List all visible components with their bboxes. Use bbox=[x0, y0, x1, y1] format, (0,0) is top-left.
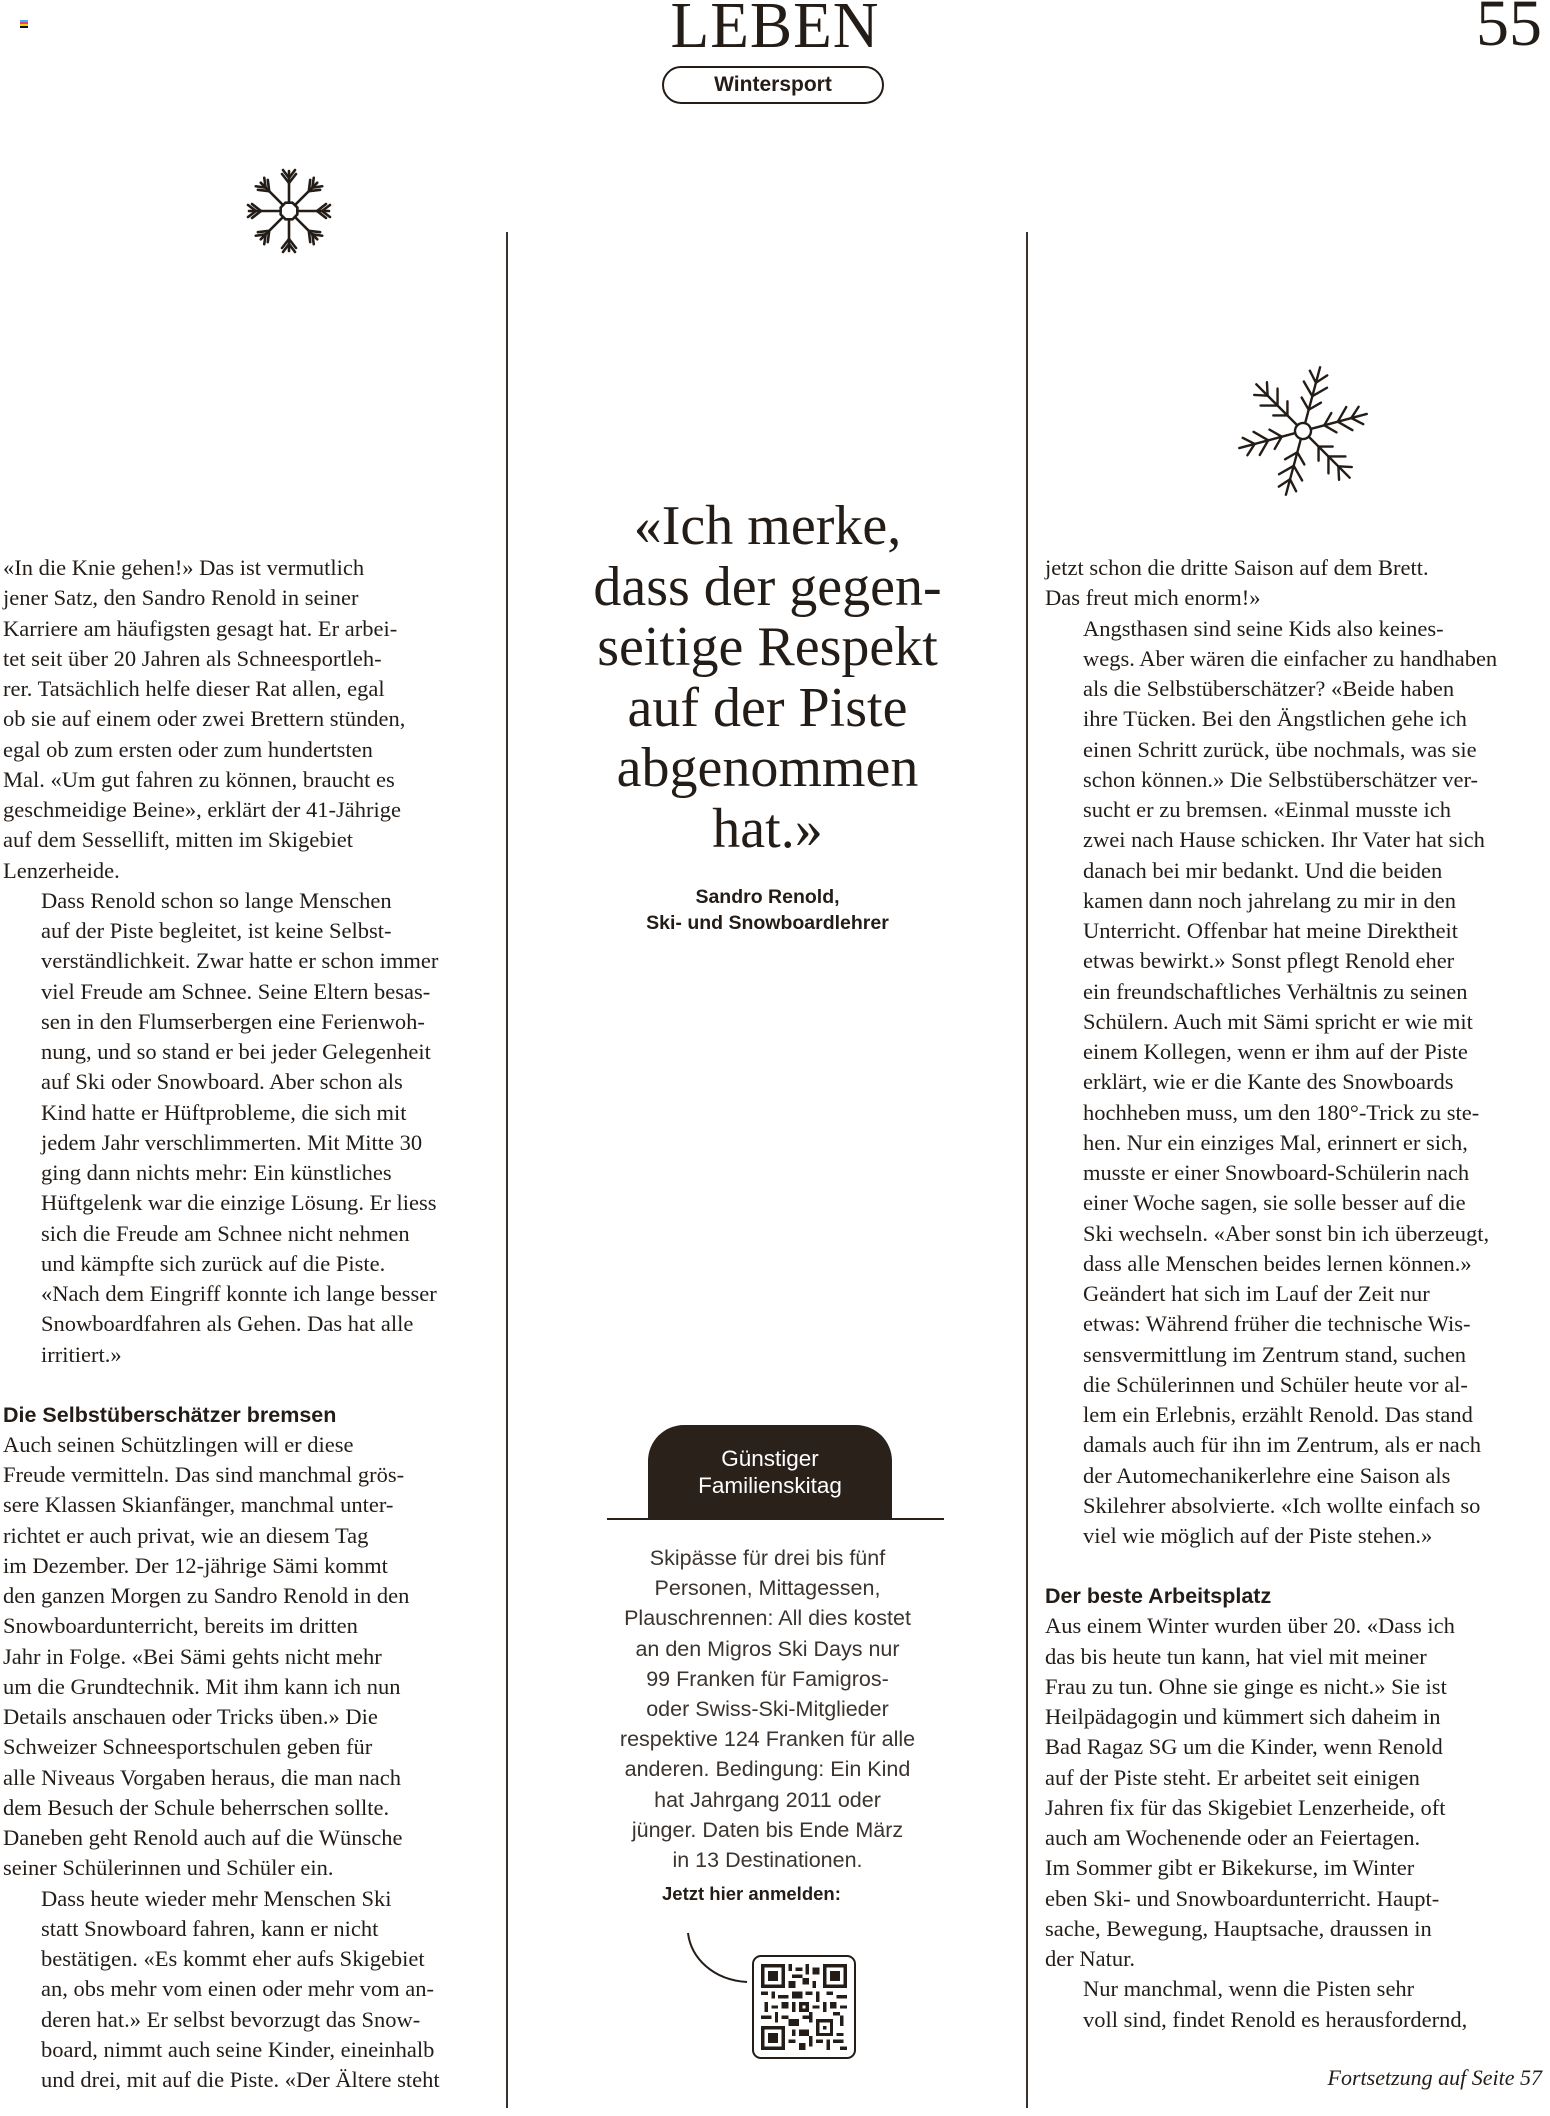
text-line: Details anschauen oder Tricks üben.» Die bbox=[3, 1704, 378, 1729]
text-line: Lenzerheide. bbox=[3, 857, 120, 883]
text-line: auf Ski oder Snowboard. Aber schon als bbox=[41, 1069, 403, 1095]
text-line: Unterricht. Offenbar hat meine Direktheit bbox=[1083, 918, 1459, 943]
text-line: musste er einer Snowboard-Schülerin nach bbox=[1083, 1160, 1470, 1185]
text-line: oder Swiss-Ski-Mitglieder bbox=[646, 1697, 889, 1722]
text-line: Daneben geht Renold auch auf die Wünsche bbox=[3, 1825, 403, 1850]
paragraph bbox=[1045, 1279, 1545, 1551]
text-line: auf dem Sessellift, mitten im Skigebiet bbox=[3, 827, 353, 853]
text-line: anderen. Bedingung: Ein Kind bbox=[624, 1757, 911, 1782]
print-registration-mark bbox=[20, 20, 28, 28]
text-line: in 13 Destinationen. bbox=[672, 1848, 863, 1873]
text-line: ein freundschaftliches Verhältnis zu seinen bbox=[1083, 978, 1468, 1004]
text-line: hen. Nur ein einziges Mal, erinnert er sich, bbox=[1083, 1129, 1468, 1155]
text-line: Snowboardfahren als Gehen. Das hat alle bbox=[41, 1311, 414, 1337]
page-number: 55 bbox=[1476, 0, 1542, 60]
text-line: «In die Knie gehen!» Das ist vermutlich bbox=[3, 555, 365, 580]
text-line: «Nach dem Eingriff konnte ich lange besser bbox=[41, 1281, 437, 1306]
text-line: einer Woche sagen, sie solle besser auf die bbox=[1083, 1190, 1466, 1216]
text-line: viel wie möglich auf der Piste stehen.» bbox=[1083, 1523, 1433, 1548]
text-line: auf der Piste bbox=[627, 676, 908, 739]
text-line: lem ein Erlebnis, erzählt Renold. Das stand bbox=[1083, 1402, 1473, 1427]
text-line: hat Jahrgang 2011 oder bbox=[654, 1787, 881, 1812]
text-line: Mal. «Um gut fahren zu können, braucht es bbox=[3, 766, 395, 792]
text-line: einen Schritt zurück, übe nochmals, was sie bbox=[1083, 736, 1477, 762]
column-divider-right bbox=[1026, 232, 1028, 2108]
text-line: jünger. Daten bis Ende März bbox=[631, 1817, 904, 1842]
paragraph bbox=[3, 1430, 493, 1884]
text-line: zwei nach Hause schicken. Ihr Vater hat sich bbox=[1083, 827, 1485, 853]
text-line: Im Sommer gibt er Bikekurse, im Winter bbox=[1045, 1855, 1415, 1881]
paragraph bbox=[3, 886, 493, 1370]
text-line: Hüftgelenk war die einzige Lösung. Er liess bbox=[41, 1190, 437, 1216]
text-line: jetzt schon die dritte Saison auf dem Brett. bbox=[1045, 555, 1429, 580]
text-line: Plauschrennen: All dies kostet bbox=[624, 1606, 911, 1631]
text-line: kamen dann noch jahrelang zu mir in den bbox=[1083, 887, 1456, 913]
text-line: Bad Ragaz SG um die Kinder, wenn Renold bbox=[1045, 1734, 1443, 1760]
text-line: rer. Tatsächlich helfe dieser Rat allen, egal bbox=[3, 676, 385, 701]
text-line: ihre Tücken. Bei den Ängstlichen gehe ich bbox=[1083, 706, 1467, 732]
attribution-role: Ski- und Snowboardlehrer bbox=[646, 912, 889, 934]
text-line: an den Migros Ski Days nur bbox=[635, 1636, 900, 1661]
text-line: dem Besuch der Schule beherrschen sollte. bbox=[3, 1794, 390, 1820]
text-line: deren hat.» Er selbst bevorzugt das Snow- bbox=[41, 2006, 421, 2032]
text-line: etwas: Während früher die technische Wis- bbox=[1083, 1311, 1471, 1337]
text-line: Aus einem Winter wurden über 20. «Dass ich bbox=[1045, 1613, 1455, 1639]
text-line: tet seit über 20 Jahren als Schneesportleh- bbox=[3, 645, 382, 671]
text-line: Freude vermitteln. Das sind manchmal grös- bbox=[3, 1462, 405, 1487]
text-line: seitige Respekt bbox=[597, 616, 938, 678]
text-line: Schülern. Auch mit Sämi spricht er wie mit bbox=[1083, 1008, 1473, 1034]
text-line: seiner Schülerinnen und Schüler ein. bbox=[3, 1855, 334, 1881]
continuation-note: Fortsetzung auf Seite 57 bbox=[1327, 2065, 1542, 2090]
text-line: Nur manchmal, wenn die Pisten sehr bbox=[1083, 1976, 1415, 2002]
paragraph bbox=[3, 553, 493, 886]
text-line: Heilpädagogin und kümmert sich daheim in bbox=[1045, 1704, 1441, 1729]
text-line: der Automechanikerlehre eine Saison als bbox=[1083, 1462, 1451, 1488]
paragraph bbox=[3, 1884, 493, 2096]
text-line: richtet er auch privat, wie an diesem Tag bbox=[3, 1522, 369, 1548]
text-line: sere Klassen Skianfänger, manchmal unter- bbox=[3, 1492, 394, 1518]
text-line: Skilehrer absolvierte. «Ich wollte einfach so bbox=[1083, 1492, 1481, 1518]
text-line: auf der Piste begleitet, ist keine Selbst- bbox=[41, 918, 392, 943]
text-line: danach bei mir bedankt. Und die beiden bbox=[1083, 857, 1443, 883]
text-line: Jahren fix für das Skigebiet Lenzerheide, oft bbox=[1045, 1794, 1446, 1820]
paragraph bbox=[1045, 553, 1545, 614]
snowflake-icon bbox=[1230, 358, 1376, 504]
text-line: Frau zu tun. Ohne sie ginge es nicht.» Sie ist bbox=[1045, 1673, 1447, 1699]
text-line: Skipässe für drei bis fünf bbox=[649, 1546, 886, 1570]
text-line: alle Niveaus Vorgaben heraus, die man nach bbox=[3, 1764, 402, 1790]
article-column-right bbox=[1045, 553, 1545, 2035]
text-line: sache, Bewegung, Hauptsache, draussen in bbox=[1045, 1915, 1432, 1941]
text-line: an, obs mehr vom einen oder mehr vom an- bbox=[41, 1976, 435, 2002]
text-line: auch am Wochenende oder an Feiertagen. bbox=[1045, 1825, 1421, 1850]
subheading: Der beste Arbeitsplatz bbox=[1045, 1584, 1272, 1609]
text-line: das bis heute tun kann, hat viel mit meiner bbox=[1045, 1643, 1427, 1669]
info-box-title bbox=[648, 1425, 892, 1519]
text-line: Ski wechseln. «Aber sonst bin ich überzeugt, bbox=[1083, 1220, 1490, 1246]
text-line: im Dezember. Der 12-jährige Sämi kommt bbox=[3, 1552, 388, 1578]
text-line: der Natur. bbox=[1045, 1946, 1135, 1971]
text-line: irritiert.» bbox=[41, 1341, 122, 1367]
text-line: Jahr in Folge. «Bei Sämi gehts nicht mehr bbox=[3, 1643, 382, 1669]
text-line: statt Snowboard fahren, kann er nicht bbox=[41, 1915, 379, 1941]
qr-code-icon[interactable] bbox=[752, 1955, 856, 2059]
text-line: hochheben muss, um den 180°-Trick zu ste- bbox=[1083, 1099, 1480, 1125]
text-line: sucht er zu bremsen. «Einmal musste ich bbox=[1083, 797, 1452, 822]
attribution-name: Sandro Renold, bbox=[695, 886, 840, 908]
text-line: voll sind, findet Renold es herausfordernd, bbox=[1083, 2006, 1468, 2032]
text-line: Dass heute wieder mehr Menschen Ski bbox=[41, 1885, 392, 1911]
text-line: respektive 124 Franken für alle bbox=[619, 1727, 916, 1752]
text-line: die Schülerinnen und Schüler heute vor al- bbox=[1083, 1371, 1468, 1397]
text-line: Auch seinen Schützlingen will er diese bbox=[3, 1431, 354, 1457]
text-line: Karriere am häufigsten gesagt hat. Er arbei- bbox=[3, 615, 398, 641]
text-line: viel Freude am Schnee. Seine Eltern besas- bbox=[41, 978, 431, 1004]
text-line: Das freut mich enorm!» bbox=[1045, 585, 1261, 611]
paragraph bbox=[1045, 614, 1545, 1280]
text-line: den ganzen Morgen zu Sandro Renold in den bbox=[3, 1583, 410, 1608]
text-line: und drei, mit auf die Piste. «Der Ältere steht bbox=[41, 2067, 440, 2092]
pointer-curve-icon bbox=[685, 1930, 755, 1990]
text-line: dass alle Menschen beides lernen können.» bbox=[1083, 1250, 1472, 1276]
text-line: eben Ski- und Snowboardunterricht. Haupt- bbox=[1045, 1885, 1440, 1911]
text-line: sen in den Flumserbergen eine Ferienwoh- bbox=[41, 1008, 425, 1034]
text-line: Kind hatte er Hüftprobleme, die sich mit bbox=[41, 1099, 407, 1125]
text-line: schon können.» Die Selbstüberschätzer ver- bbox=[1083, 766, 1479, 792]
text-line: geschmeidige Beine», erklärt der 41-Jährige bbox=[3, 797, 401, 822]
text-line: verständlichkeit. Zwar hatte er schon immer bbox=[41, 948, 439, 974]
article-column-left bbox=[3, 553, 493, 2095]
section-title: LEBEN bbox=[670, 0, 880, 62]
text-line: dass der gegen- bbox=[593, 555, 942, 618]
text-line: wegs. Aber wären die einfacher zu handhaben bbox=[1083, 645, 1498, 671]
subheading: Die Selbstüberschätzer bremsen bbox=[3, 1402, 337, 1427]
info-box-body bbox=[590, 1543, 945, 1875]
paragraph bbox=[1045, 1974, 1545, 2035]
section-tag: Wintersport bbox=[662, 66, 884, 104]
signup-cta-label: Jetzt hier anmelden: bbox=[662, 1883, 841, 1904]
text-line: jedem Jahr verschlimmerten. Mit Mitte 30 bbox=[41, 1129, 423, 1155]
text-line: und kämpfte sich zurück auf die Piste. bbox=[41, 1250, 386, 1276]
text-line: ging dann nichts mehr: Ein künstliches bbox=[41, 1160, 392, 1185]
pull-quote-attribution bbox=[560, 884, 975, 936]
text-line: Geändert hat sich im Lauf der Zeit nur bbox=[1083, 1281, 1430, 1306]
text-line: ob sie auf einem oder zwei Brettern stünden, bbox=[3, 706, 406, 732]
text-line: um die Grundtechnik. Mit ihm kann ich nun bbox=[3, 1673, 401, 1699]
text-line: erklärt, wie er die Kante des Snowboards bbox=[1083, 1069, 1454, 1095]
text-line: etwas bewirkt.» Sonst pflegt Renold eher bbox=[1083, 948, 1455, 974]
info-box-title-line: Günstiger bbox=[721, 1446, 819, 1471]
text-line: damals auch für ihn im Zentrum, als er nach bbox=[1083, 1432, 1481, 1458]
info-box-rule bbox=[607, 1518, 944, 1520]
text-line: einem Kollegen, wenn er ihm auf der Piste bbox=[1083, 1039, 1468, 1064]
paragraph bbox=[1045, 1611, 1545, 1974]
text-line: sensvermittlung im Zentrum stand, suchen bbox=[1083, 1341, 1467, 1367]
text-line: als die Selbstüberschätzer? «Beide haben bbox=[1083, 676, 1455, 701]
column-divider-left bbox=[506, 232, 508, 2108]
text-line: Snowboardunterricht, bereits im dritten bbox=[3, 1613, 358, 1639]
text-line: Schweizer Schneesportschulen geben für bbox=[3, 1734, 373, 1760]
text-line: jener Satz, den Sandro Renold in seiner bbox=[3, 585, 359, 611]
text-line: «Ich merke, bbox=[633, 495, 902, 557]
text-line: Personen, Mittagessen, bbox=[654, 1576, 881, 1601]
text-line: abgenommen bbox=[616, 737, 919, 799]
snowflake-icon bbox=[244, 166, 334, 256]
pull-quote bbox=[540, 496, 995, 859]
text-line: 99 Franken für Famigros- bbox=[646, 1666, 889, 1691]
text-line: Angsthasen sind seine Kids also keines- bbox=[1083, 615, 1444, 641]
text-line: egal ob zum ersten oder zum hundertsten bbox=[3, 736, 373, 762]
info-box-title-line: Familienskitag bbox=[698, 1473, 842, 1498]
text-line: auf der Piste steht. Er arbeitet seit einigen bbox=[1045, 1764, 1420, 1790]
text-line: bestätigen. «Es kommt eher aufs Skigebiet bbox=[41, 1946, 425, 1971]
text-line: nung, und so stand er bei jeder Gelegenheit bbox=[41, 1039, 431, 1064]
text-line: hat.» bbox=[712, 797, 823, 860]
text-line: Dass Renold schon so lange Menschen bbox=[41, 887, 392, 913]
text-line: sich die Freude am Schnee nicht nehmen bbox=[41, 1220, 410, 1246]
text-line: board, nimmt auch seine Kinder, eineinhalb bbox=[41, 2036, 435, 2062]
